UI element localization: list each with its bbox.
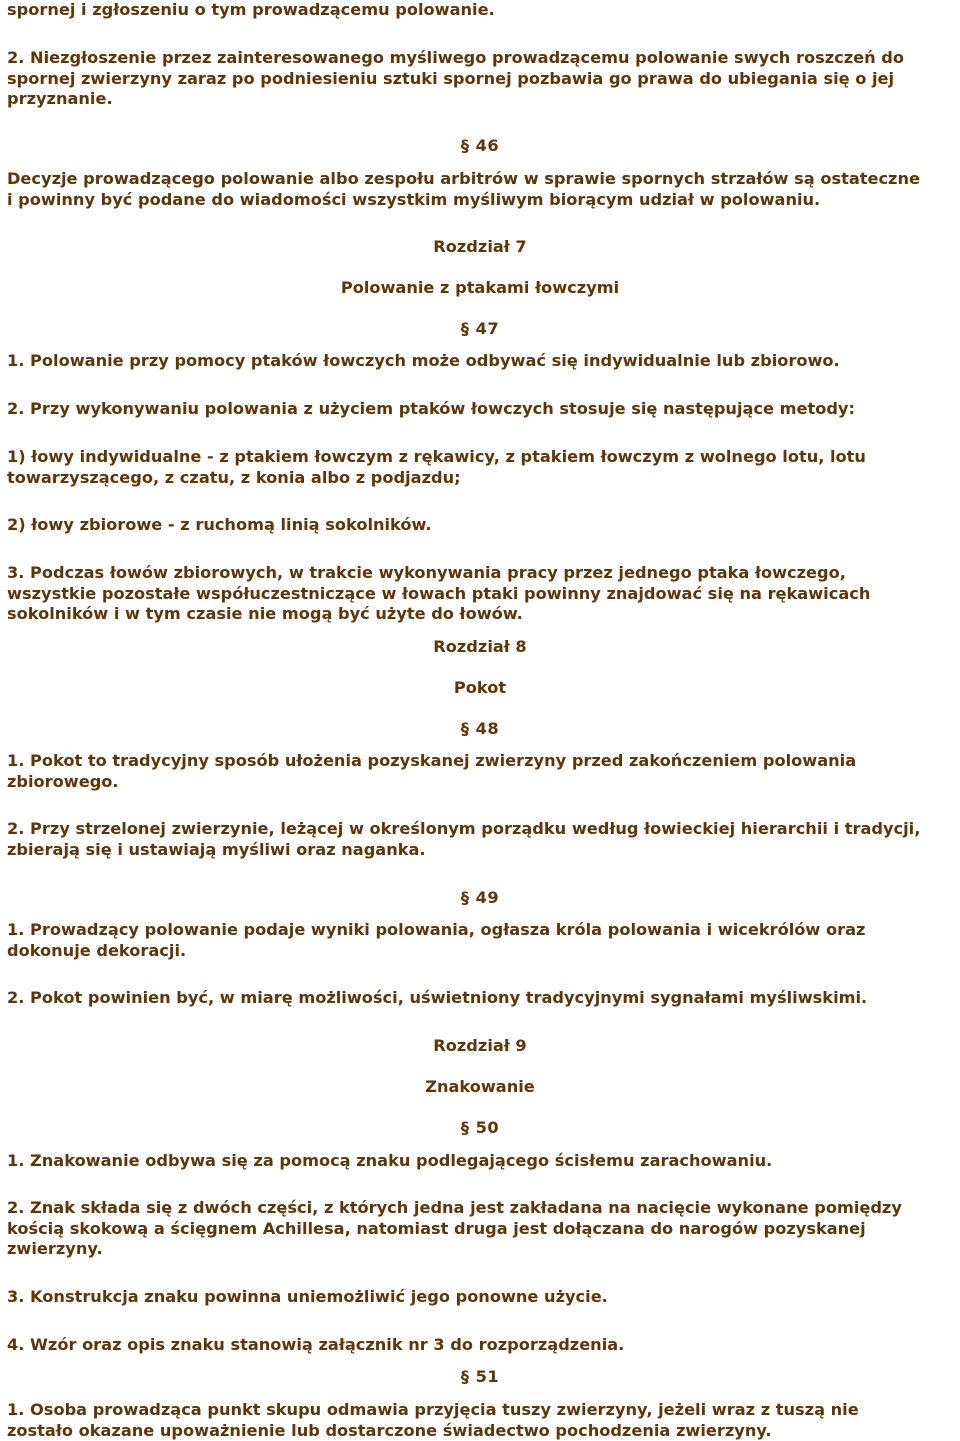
chapter-title-7: Polowanie z ptakami łowczymi [340,278,620,297]
section-heading-47: § 47 [460,319,500,338]
paragraph-48-1: 1. Pokot to tradycyjny sposób ułożenia pozyskanej zwierzyny przed zakończeniem polowania zbiorowego. [7,751,857,791]
chapter-heading-9: Rozdział 9 [433,1036,527,1055]
paragraph-49-2: 2. Pokot powinien być, w miarę możliwości, uświetniony tradycyjnymi sygnałami myśliwskimi. [7,988,868,1007]
paragraph-50-3: 3. Konstrukcja znaku powinna uniemożliwić jego ponowne użycie. [7,1287,608,1306]
section-heading-51: § 51 [460,1367,500,1386]
paragraph-48-2: 2. Przy strzelonej zwierzynie, leżącej w określonym porządku według łowieckiej hierarchii i tradycji, zbierają się i ustawiają myśliwi oraz naganka. [7,819,921,859]
paragraph-47-2: 2. Przy wykonywaniu polowania z użyciem ptaków łowczych stosuje się następujące metody: [7,399,855,418]
chapter-heading-7: Rozdział 7 [433,237,527,256]
paragraph-50-2: 2. Znak składa się z dwóch części, z których jedna jest zakładana na nacięcie wykonane pomiędzy kością skokową a ścięgnem Achillesa, natomiast druga jest dołączana do narogów pozyskanej zwierzyny. [7,1198,902,1258]
paragraph-45-2: 2. Niezgłoszenie przez zainteresowanego myśliwego prowadzącemu polowanie swych roszczeń do spornej zwierzyny zaraz po podniesieniu sztuki spornej pozbawia go prawa do ubiegania się o jej przyznanie. [7,48,904,108]
chapter-title-8: Pokot [453,678,507,697]
paragraph-49-1: 1. Prowadzący polowanie podaje wyniki polowania, ogłasza króla polowania i wicekrólów oraz dokonuje dekoracji. [7,920,866,960]
section-heading-49: § 49 [460,888,500,907]
section-heading-46: § 46 [460,136,500,155]
paragraph-50-4: 4. Wzór oraz opis znaku stanowią załącznik nr 3 do rozporządzenia. [7,1335,625,1354]
paragraph-46: Decyzje prowadzącego polowanie albo zespołu arbitrów w sprawie spornych strzałów są ostateczne i powinny być podane do wiadomości wszystkim myśliwym biorącym udział w polowaniu. [7,169,920,209]
section-heading-48: § 48 [460,719,500,738]
chapter-title-9: Znakowanie [425,1077,535,1096]
paragraph-47-2-item-2: 2) łowy zbiorowe - z ruchomą linią sokolników. [7,515,432,534]
paragraph-51-1: 1. Osoba prowadząca punkt skupu odmawia przyjęcia tuszy zwierzyny, jeżeli wraz z tuszą nie zostało okazane upoważnienie lub dostarczone świadectwo pochodzenia zwierzyny. [7,1400,859,1440]
section-heading-50: § 50 [460,1118,500,1137]
paragraph-47-2-item-1: 1) łowy indywidualne - z ptakiem łowczym z rękawicy, z ptakiem łowczym z wolnego lotu, lotu towarzyszącego, z czatu, z konia albo z podjazdu; [7,447,866,487]
paragraph-47-1: 1. Polowanie przy pomocy ptaków łowczych może odbywać się indywidualnie lub zbiorowo. [7,351,840,370]
paragraph-47-3: 3. Podczas łowów zbiorowych, w trakcie wykonywania pracy przez jednego ptaka łowczego, wszystkie pozostałe współuczestniczące w łowach ptaki powinny znajdować się na rękawicach sokolników i w tym czasie nie mogą być użyte do łowów. [7,563,871,623]
paragraph-45-1-end: spornej i zgłoszeniu o tym prowadzącemu polowanie. [7,0,495,19]
paragraph-50-1: 1. Znakowanie odbywa się za pomocą znaku podlegającego ścisłemu zarachowaniu. [7,1151,773,1170]
chapter-heading-8: Rozdział 8 [433,637,527,656]
